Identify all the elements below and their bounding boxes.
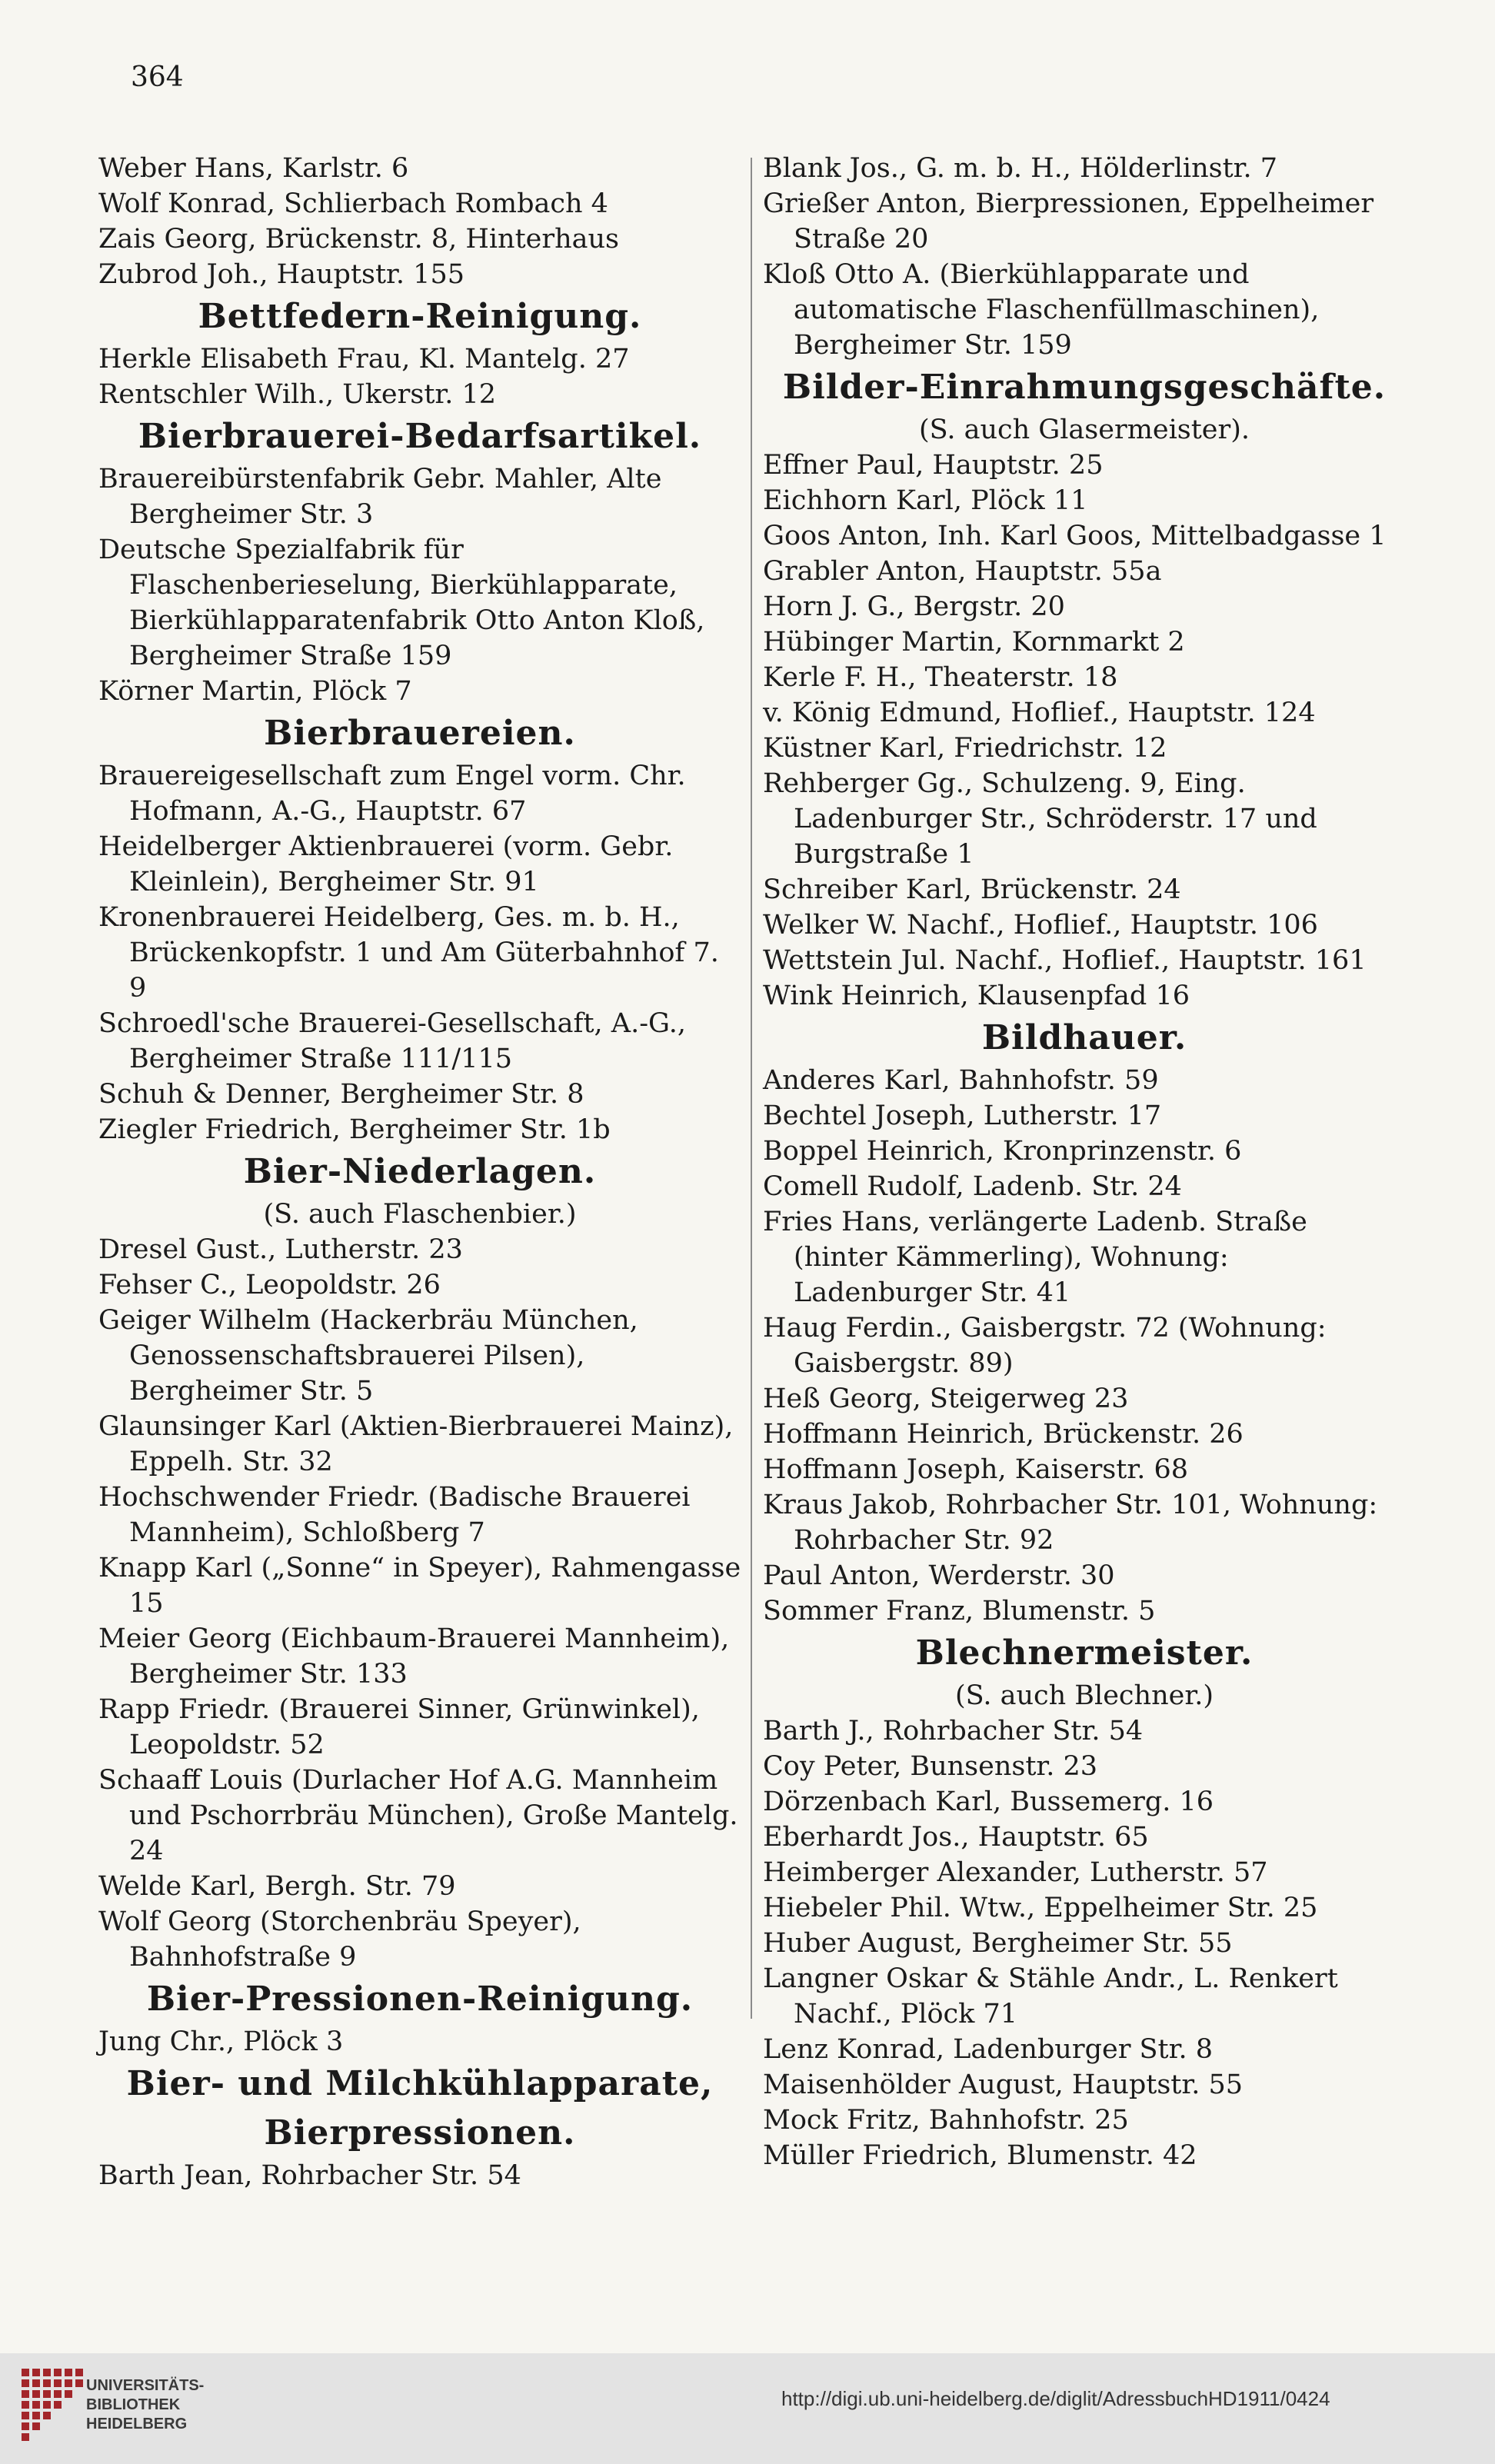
directory-entry: Geiger Wilhelm (Hackerbräu München, Genossenschaftsbrauerei Pilsen), Bergheimer Str. 5 [98,1305,638,1407]
directory-entry: Hoffmann Joseph, Kaiserstr. 68 [763,1454,1189,1485]
logo-line: UNIVERSITÄTS- [86,2377,205,2394]
directory-entry: Zais Georg, Brückenstr. 8, Hinterhaus [98,224,620,255]
directory-entry: Bechtel Joseph, Lutherstr. 17 [763,1100,1162,1131]
directory-entry: Langner Oskar & Stähle Andr., L. Renkert Nachf., Plöck 71 [763,1963,1338,2029]
directory-entry: Maisenhölder August, Hauptstr. 55 [763,2069,1244,2100]
directory-entry: Effner Paul, Hauptstr. 25 [763,450,1104,481]
directory-entry: Dresel Gust., Lutherstr. 23 [98,1234,463,1265]
directory-entry: Welde Karl, Bergh. Str. 79 [98,1871,456,1902]
directory-entry: Körner Martin, Plöck 7 [98,676,412,707]
directory-entry: Herkle Elisabeth Frau, Kl. Mantelg. 27 [98,344,630,375]
section-heading: Bildhauer. [981,1018,1187,1057]
right-column [763,151,1406,2173]
directory-entry: Huber August, Bergheimer Str. 55 [763,1928,1233,1959]
directory-entry: Grabler Anton, Hauptstr. 55a [763,556,1162,587]
section-heading: Bettfedern-Reinigung. [198,297,642,336]
section-note: (S. auch Blechner.) [954,1680,1214,1711]
directory-entry: Brauereigesellschaft zum Engel vorm. Chr. Hofmann, A.-G., Hauptstr. 67 [98,761,686,827]
directory-entry: Knapp Karl („Sonne“ in Speyer), Rahmengasse 15 [98,1553,741,1619]
directory-entry: Heidelberger Aktienbrauerei (vorm. Gebr. Kleinlein), Bergheimer Str. 91 [98,831,674,897]
directory-entry: Wolf Konrad, Schlierbach Rombach 4 [98,188,608,219]
directory-entry: Lenz Konrad, Ladenburger Str. 8 [763,2034,1214,2065]
directory-entry: Grießer Anton, Bierpressionen, Eppelheimer Straße 20 [763,188,1374,255]
section-heading: Blechnermeister. [915,1633,1254,1673]
section-heading: Bier- und Milchkühlapparate, Bierpressionen. [126,2064,714,2153]
source-url[interactable]: http://digi.ub.uni-heidelberg.de/diglit/AdressbuchHD1911/0424 [781,2387,1330,2410]
directory-entry: Fries Hans, verlängerte Ladenb. Straße (hinter Kämmerling), Wohnung: Ladenburger Str. 41 [763,1207,1307,1308]
directory-entry: Ziegler Friedrich, Bergheimer Str. 1b [98,1114,611,1145]
left-column [98,151,741,2193]
directory-entry: Kronenbrauerei Heidelberg, Ges. m. b. H., Brückenkopfstr. 1 und Am Güterbahnhof 7. 9 [98,902,719,1004]
directory-entry: Müller Friedrich, Blumenstr. 42 [763,2140,1197,2171]
directory-entry: Hiebeler Phil. Wtw., Eppelheimer Str. 25 [763,1893,1318,1923]
directory-entry: Sommer Franz, Blumenstr. 5 [763,1596,1156,1627]
column-divider [751,158,752,2019]
directory-entry: Heß Georg, Steigerweg 23 [763,1384,1129,1414]
directory-entry: Boppel Heinrich, Kronprinzenstr. 6 [763,1136,1242,1167]
directory-entry: Jung Chr., Plöck 3 [98,2026,344,2057]
directory-entry: Barth Jean, Rohrbacher Str. 54 [98,2160,521,2191]
directory-entry: Fehser C., Leopoldstr. 26 [98,1270,441,1300]
directory-entry: Welker W. Nachf., Hoflief., Hauptstr. 106 [763,910,1318,941]
directory-entry: Eberhardt Jos., Hauptstr. 65 [763,1822,1149,1853]
directory-entry: Schuh & Denner, Bergheimer Str. 8 [98,1079,584,1110]
directory-entry: Kerle F. H., Theaterstr. 18 [763,662,1118,693]
directory-entry: Haug Ferdin., Gaisbergstr. 72 (Wohnung: Gaisbergstr. 89) [763,1313,1327,1379]
directory-entry: Blank Jos., G. m. b. H., Hölderlinstr. 7 [763,153,1278,184]
logo-line: HEIDELBERG [86,2416,188,2432]
library-logo-text [86,2376,204,2434]
directory-entry: Küstner Karl, Friedrichstr. 12 [763,733,1167,764]
directory-entry: Mock Fritz, Bahnhofstr. 25 [763,2105,1129,2136]
directory-entry: Wettstein Jul. Nachf., Hoflief., Hauptstr. 161 [763,945,1367,976]
directory-entry: Zubrod Joh., Hauptstr. 155 [98,259,464,290]
directory-entry: Kloß Otto A. (Bierkühlapparate und automatische Flaschenfüllmaschinen), Bergheimer Str. 159 [763,259,1320,361]
directory-entry: Hochschwender Friedr. (Badische Brauerei Mannheim), Schloßberg 7 [98,1482,691,1548]
section-heading: Bier-Niederlagen. [243,1152,597,1191]
section-heading: Bilder-Einrahmungsgeschäfte. [782,368,1387,407]
directory-entry: Schroedl'sche Brauerei-Gesellschaft, A.-G., Bergheimer Straße 111/115 [98,1008,687,1074]
directory-entry: Anderes Karl, Bahnhofstr. 59 [763,1065,1159,1096]
directory-entry: Eichhorn Karl, Plöck 11 [763,485,1088,516]
directory-entry: Rapp Friedr. (Brauerei Sinner, Grünwinkel), Leopoldstr. 52 [98,1694,700,1760]
directory-entry: Deutsche Spezialfabrik für Flaschenberieselung, Bierkühlapparate, Bierkühlapparatenfabrik Otto Anton Kloß, Bergheimer Straße 159 [98,534,705,671]
directory-entry: Horn J. G., Bergstr. 20 [763,591,1065,622]
section-note: (S. auch Flaschenbier.) [263,1199,577,1230]
directory-entry: Brauereibürstenfabrik Gebr. Mahler, Alte Bergheimer Str. 3 [98,464,662,530]
directory-entry: Paul Anton, Werderstr. 30 [763,1560,1115,1591]
section-note: (S. auch Glasermeister). [918,415,1250,445]
directory-entry: Rentschler Wilh., Ukerstr. 12 [98,379,497,410]
directory-entry: Meier Georg (Eichbaum-Brauerei Mannheim), Bergheimer Str. 133 [98,1623,730,1690]
directory-entry: Kraus Jakob, Rohrbacher Str. 101, Wohnung: Rohrbacher Str. 92 [763,1490,1378,1556]
directory-entry: Hübinger Martin, Kornmarkt 2 [763,627,1185,658]
university-seal-icon [17,2362,91,2450]
directory-entry: Glaunsinger Karl (Aktien-Bierbrauerei Mainz), Eppelh. Str. 32 [98,1411,734,1477]
directory-entry: v. König Edmund, Hoflief., Hauptstr. 124 [763,698,1316,728]
directory-entry: Heimberger Alexander, Lutherstr. 57 [763,1857,1268,1888]
logo-line: BIBLIOTHEK [86,2396,181,2413]
directory-entry: Rehberger Gg., Schulzeng. 9, Eing. Ladenburger Str., Schröderstr. 17 und Burgstraße 1 [763,768,1317,870]
directory-entry: Wink Heinrich, Klausenpfad 16 [763,981,1190,1011]
directory-entry: Weber Hans, Karlstr. 6 [98,153,409,184]
directory-entry: Goos Anton, Inh. Karl Goos, Mittelbadgasse 1 [763,521,1387,551]
directory-entry: Wolf Georg (Storchenbräu Speyer), Bahnhofstraße 9 [98,1906,581,1973]
section-heading: Bierbrauerei-Bedarfsartikel. [138,417,702,456]
directory-entry: Comell Rudolf, Ladenb. Str. 24 [763,1171,1182,1202]
section-heading: Bierbrauereien. [264,714,576,753]
section-heading: Bier-Pressionen-Reinigung. [146,1980,694,2019]
directory-entry: Coy Peter, Bunsenstr. 23 [763,1751,1098,1782]
page-number: 364 [131,62,184,93]
directory-entry: Hoffmann Heinrich, Brückenstr. 26 [763,1419,1244,1450]
directory-entry: Schreiber Karl, Brückenstr. 24 [763,874,1181,905]
directory-entry: Dörzenbach Karl, Bussemerg. 16 [763,1786,1214,1817]
directory-entry: Barth J., Rohrbacher Str. 54 [763,1716,1144,1746]
directory-entry: Schaaff Louis (Durlacher Hof A.G. Mannheim und Pschorrbräu München), Große Mantelg. 24 [98,1765,738,1866]
